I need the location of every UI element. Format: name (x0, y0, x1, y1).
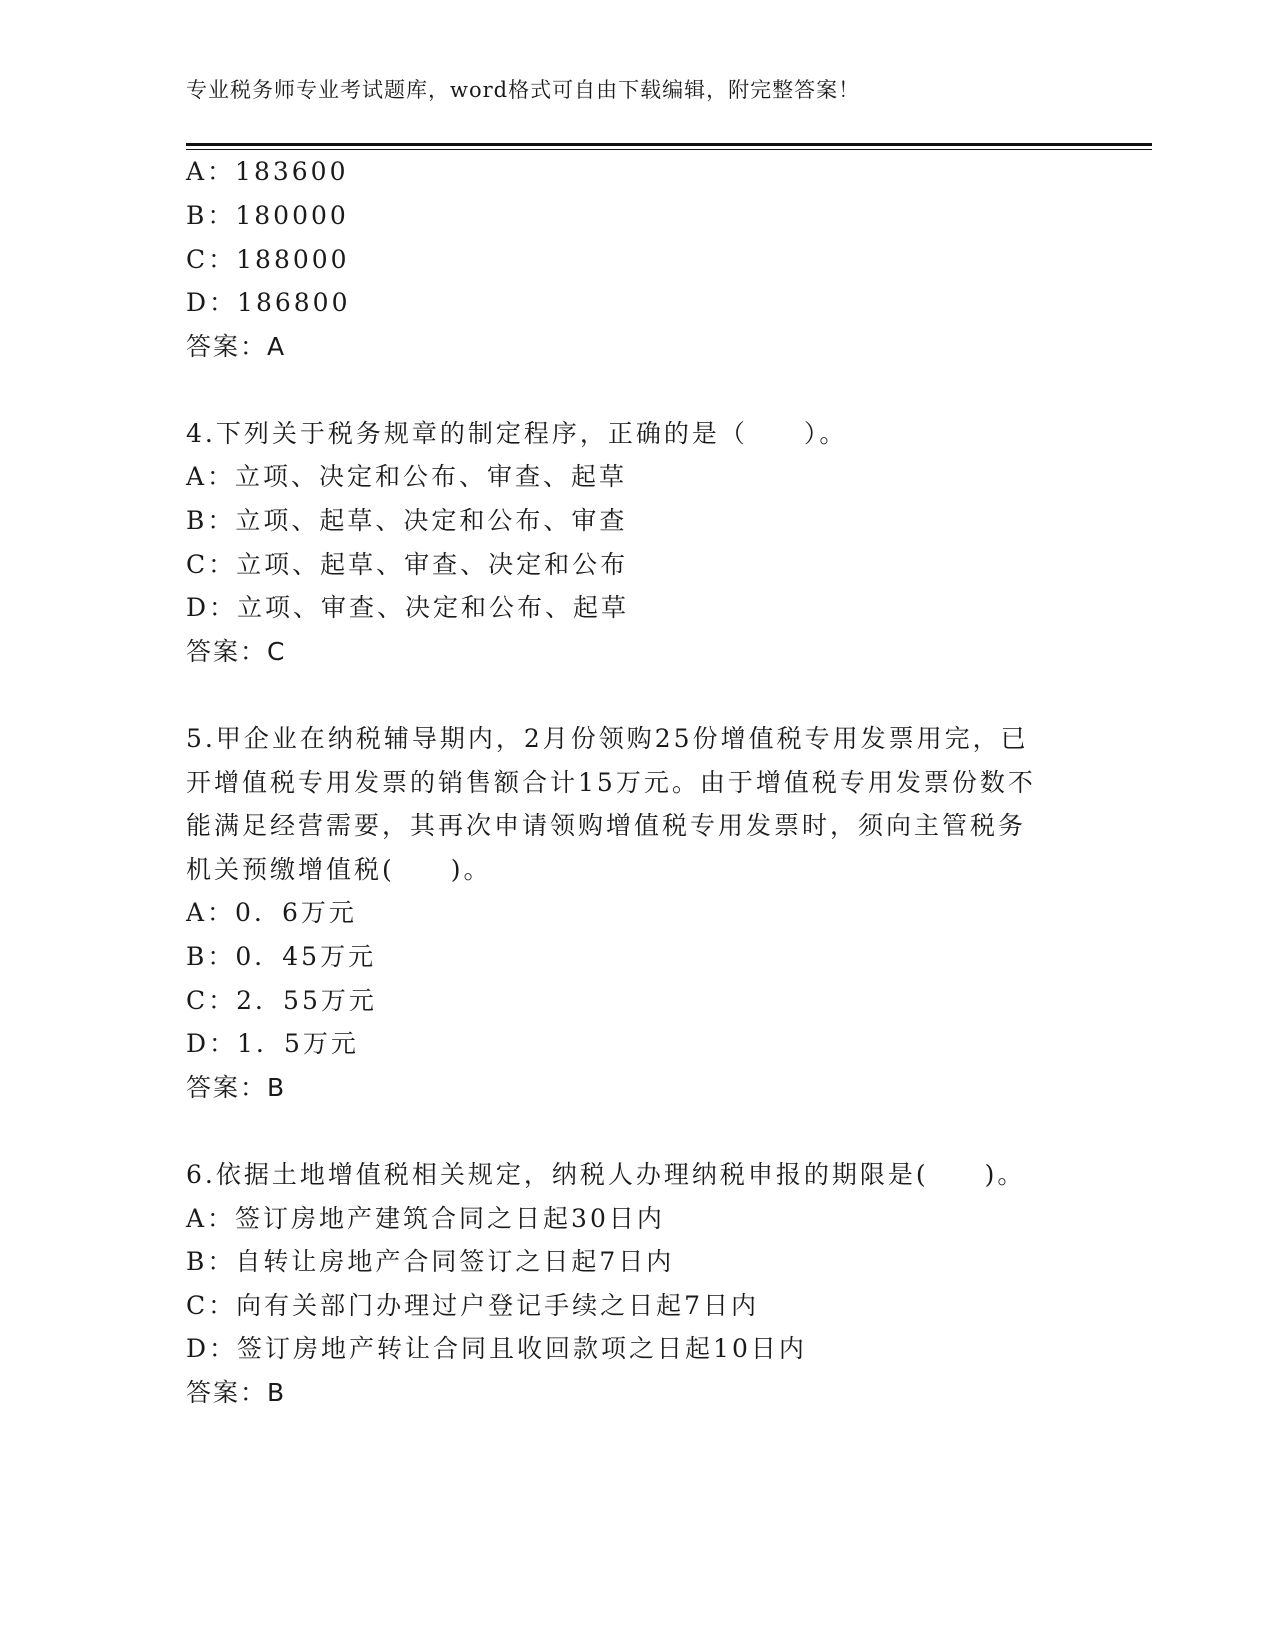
header-rule-thick (186, 143, 1152, 146)
header-rule-thin (186, 149, 1152, 150)
q5-question-line-3: 能满足经营需要，其再次申请领购增值税专用发票时，须向主管税务 (186, 811, 1027, 840)
q3-option-b: B：180000 (186, 201, 349, 230)
q5-option-a: A：0．6万元 (186, 898, 357, 927)
q5-question-line-4: 机关预缴增值税( )。 (186, 855, 492, 884)
q6-question: 6.依据土地增值税相关规定，纳税人办理纳税申报的期限是( )。 (186, 1160, 1026, 1189)
q4-question: 4.下列关于税务规章的制定程序，正确的是（ ）。 (186, 419, 848, 448)
q5-option-b: B：0．45万元 (186, 942, 377, 971)
q6-option-c: C：向有关部门办理过户登记手续之日起7日内 (186, 1291, 760, 1320)
q5-answer: 答案：B (186, 1073, 287, 1102)
q4-option-c: C：立项、起草、审查、决定和公布 (186, 550, 629, 579)
q3-answer: 答案：A (186, 332, 287, 361)
q5-option-d: D：1．5万元 (186, 1029, 359, 1058)
q3-option-a: A：183600 (186, 157, 349, 186)
q3-option-c: C：188000 (186, 245, 350, 274)
q5-question-line-1: 5.甲企业在纳税辅导期内，2月份领购25份增值税专用发票用完，已 (186, 724, 1029, 753)
q5-question-line-2: 开增值税专用发票的销售额合计15万元。由于增值税专用发票份数不 (186, 768, 1036, 797)
q5-option-c: C：2．55万元 (186, 986, 377, 1015)
q4-answer: 答案：C (186, 637, 287, 666)
header-title: 专业税务师专业考试题库，word格式可自由下载编辑，附完整答案！ (186, 78, 861, 102)
q4-option-b: B：立项、起草、决定和公布、审查 (186, 506, 628, 535)
q6-option-b: B：自转让房地产合同签订之日起7日内 (186, 1247, 675, 1276)
q4-option-a: A：立项、决定和公布、审查、起草 (186, 462, 628, 491)
q4-option-d: D：立项、审查、决定和公布、起草 (186, 593, 630, 622)
q6-answer: 答案：B (186, 1378, 287, 1407)
q6-option-d: D：签订房地产转让合同且收回款项之日起10日内 (186, 1334, 807, 1363)
q3-option-d: D：186800 (186, 288, 351, 317)
q6-option-a: A：签订房地产建筑合同之日起30日内 (186, 1204, 665, 1233)
